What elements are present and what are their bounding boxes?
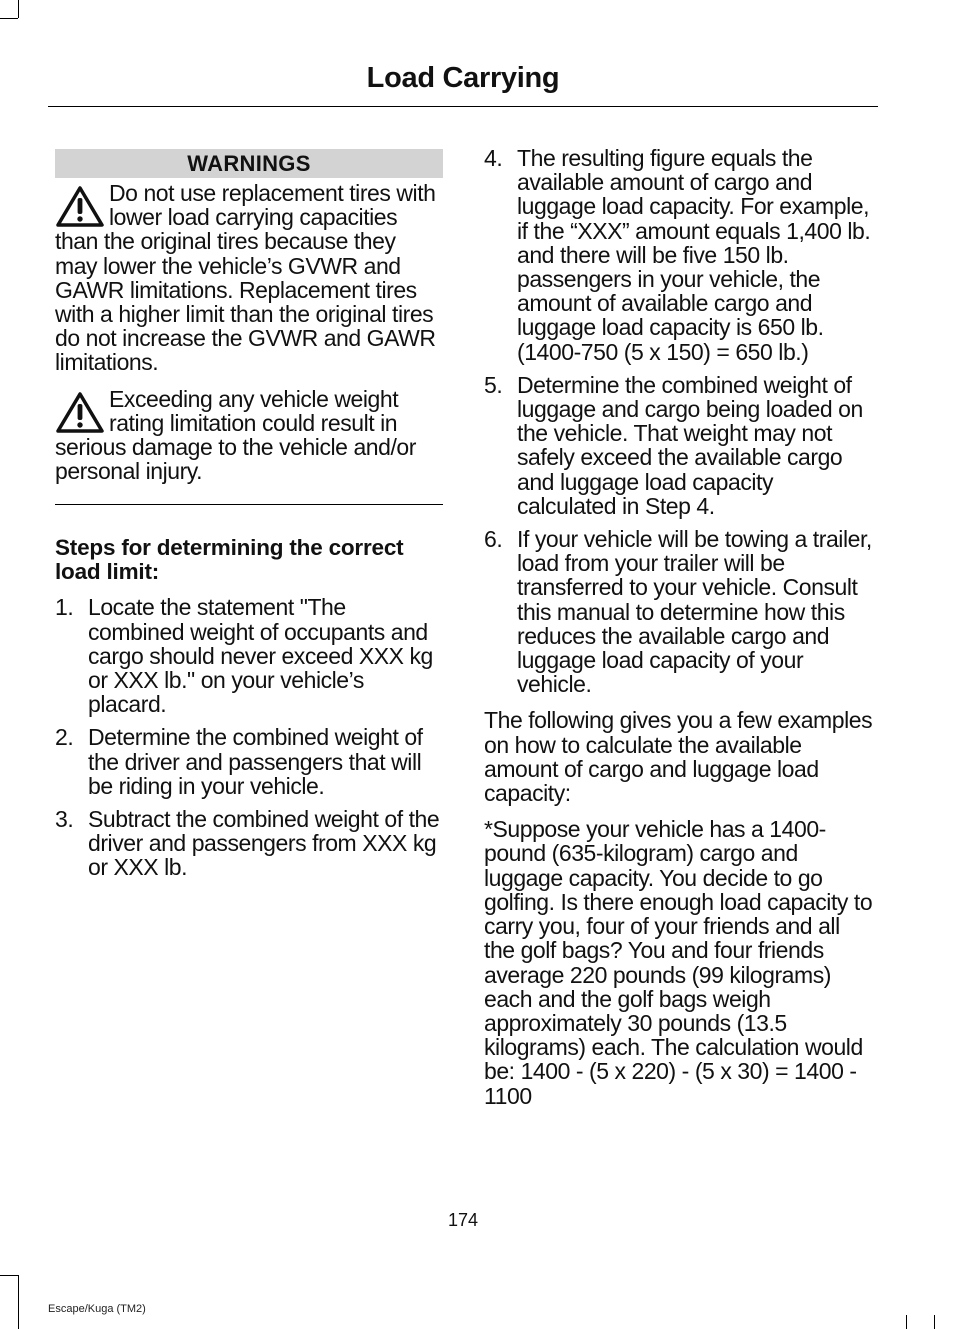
crop-mark [18, 0, 19, 18]
page-title: Load Carrying [366, 62, 560, 94]
list-item [484, 527, 876, 696]
left-column [55, 149, 443, 880]
step-number: 4. [484, 145, 503, 171]
paragraph: *Suppose your vehicle has a 1400-pound (635-kilogram) cargo and luggage capacity. You decide to go golfing. Is there enough load capacity to carry you, four of your friends and all the golf bags? You and four friends average 220 pounds (99 kilograms) each and the golf bags weigh approximately 30 pounds (13.5 kilograms) each. The calculation would be: 1400 - (5 x 220) - (5 x 30) = 1400 - 1100 [484, 816, 873, 1109]
step-text: Locate the statement "The combined weight of occupants and cargo should never exceed XXX kg or XXX lb." on your vehicle’s placard. [88, 594, 433, 718]
warning-triangle-icon [55, 185, 105, 229]
warning-triangle-icon [55, 391, 105, 435]
warning-text: Do not use replacement tires with lower load carrying capacities than the original tires because they may lower the vehicle’s GVWR and GAWR limitations. Replacement tires with a higher limit than the original tires do not increase the GVWR and GAWR limitations. [55, 180, 436, 376]
step-number: 6. [484, 526, 503, 553]
page-number: 174 [447, 1210, 479, 1230]
step-text: Determine the combined weight of the driver and passengers that will be riding in your vehicle. [88, 724, 423, 799]
step-number: 5. [484, 371, 503, 398]
step-text: Determine the combined weight of luggage and cargo being loaded on the vehicle. That weight may not safely exceed the available cargo and luggage load capacity calculated in Step 4. [517, 371, 863, 519]
list-item [55, 807, 443, 880]
warning-item [55, 181, 443, 375]
right-column [484, 146, 876, 1108]
step-text: Subtract the combined weight of the driver and passengers from XXX kg or XXX lb. [88, 806, 440, 881]
crop-mark [18, 1275, 19, 1329]
header-divider [48, 106, 878, 107]
step-text: If your vehicle will be towing a trailer, load from your trailer will be transferred to your vehicle. Consult this manual to determine how this reduces the available cargo and luggage load capacity of your vehicle. [517, 526, 872, 698]
crop-mark [934, 1315, 935, 1329]
crop-mark [0, 18, 18, 19]
steps-list [484, 146, 876, 696]
list-item [484, 373, 876, 518]
list-item [55, 725, 443, 798]
section-heading: Steps for determining the correct load limit: [55, 535, 404, 585]
paragraph: The following gives you a few examples on how to calculate the available amount of cargo and luggage load capacity: [484, 707, 873, 807]
crop-mark [906, 1315, 907, 1329]
list-item [55, 595, 443, 716]
warnings-heading: WARNINGS [55, 149, 443, 178]
crop-mark [0, 1275, 18, 1276]
step-number: 3. [55, 806, 74, 833]
step-number: 2. [55, 724, 74, 751]
footer-model-label: Escape/Kuga (TM2) [48, 1303, 146, 1315]
step-text: The resulting figure equals the available amount of cargo and luggage load capacity. For example, if the “XXX” amount equals 1,400 lb. and there will be five 150 lb. passengers in your vehicle, the amount of available cargo and luggage load capacity is 650 lb. (1400-750 (5 x 150) = 650 lb.) [517, 145, 871, 365]
warning-text: Exceeding any vehicle weight rating limitation could result in serious damage to the vehicle and/or personal injury. [55, 385, 416, 485]
list-item [484, 146, 876, 364]
section-divider [55, 504, 443, 505]
warning-item [55, 387, 443, 484]
steps-list [55, 595, 443, 879]
step-number: 1. [55, 594, 74, 621]
